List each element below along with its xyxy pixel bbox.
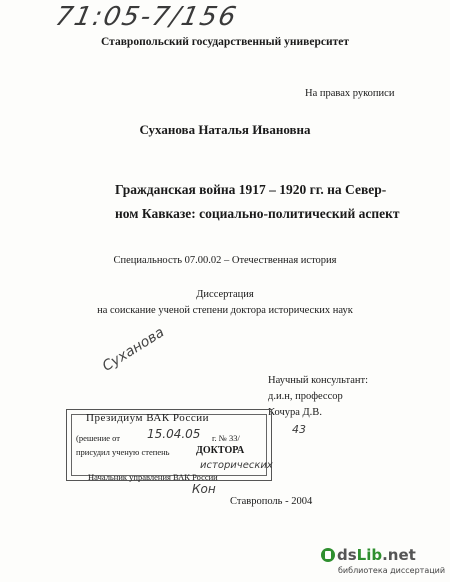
stamp-decision-date: 15.04.05 <box>147 427 201 441</box>
city-year: Ставрополь - 2004 <box>230 496 313 507</box>
title-line-1: Гражданская война 1917 – 1920 гг. на Север- <box>115 182 387 197</box>
dslib-logo-icon <box>321 548 335 562</box>
scientific-advisor <box>268 373 368 421</box>
dslib-brand-accent: Lib <box>356 546 383 564</box>
specialty: Специальность 07.00.02 – Отечественная история <box>113 255 337 266</box>
dslib-brand-suffix: .net <box>382 546 416 564</box>
stamp-head-label: Начальник управления ВАК России <box>88 472 218 482</box>
stamp-decision-label: (решение от <box>76 433 121 443</box>
university-name: Ставропольский государственный университет <box>101 36 349 48</box>
stamp-decision-fraction: 43 <box>292 423 306 436</box>
stamp-awarded-label: присудил ученую степень <box>76 447 170 457</box>
stamp-awarded-field: исторических <box>200 460 273 471</box>
archive-number-handwritten: 71:05-7/156 <box>52 2 241 32</box>
stamp-decision-number-label: г. № 33/ <box>212 433 240 443</box>
dslib-subtitle: библиотека диссертаций <box>338 566 446 575</box>
stamp-title: Президиум ВАК России <box>86 412 210 424</box>
dslib-brand-prefix: ds <box>337 546 357 564</box>
advisor-degree: д.и.н, профессор <box>268 391 343 402</box>
degree-sought: на соискание ученой степени доктора исторических наук <box>97 305 353 316</box>
author-signature: Суханова <box>99 324 168 375</box>
dslib-watermark[interactable] <box>337 546 416 564</box>
work-type: Диссертация <box>196 289 254 300</box>
advisor-name: Кочура Д.В. <box>268 407 322 418</box>
advisor-label: Научный консультант: <box>268 375 369 386</box>
stamp-awarded-degree: ДОКТОРА <box>196 445 245 456</box>
manuscript-rights: На правах рукописи <box>305 88 395 99</box>
stamp-head-signature: Кон <box>192 482 216 496</box>
dissertation-title <box>115 178 405 226</box>
author-name: Суханова Наталья Ивановна <box>139 122 311 137</box>
title-line-2: ном Кавказе: социально-политический аспект <box>115 206 400 221</box>
